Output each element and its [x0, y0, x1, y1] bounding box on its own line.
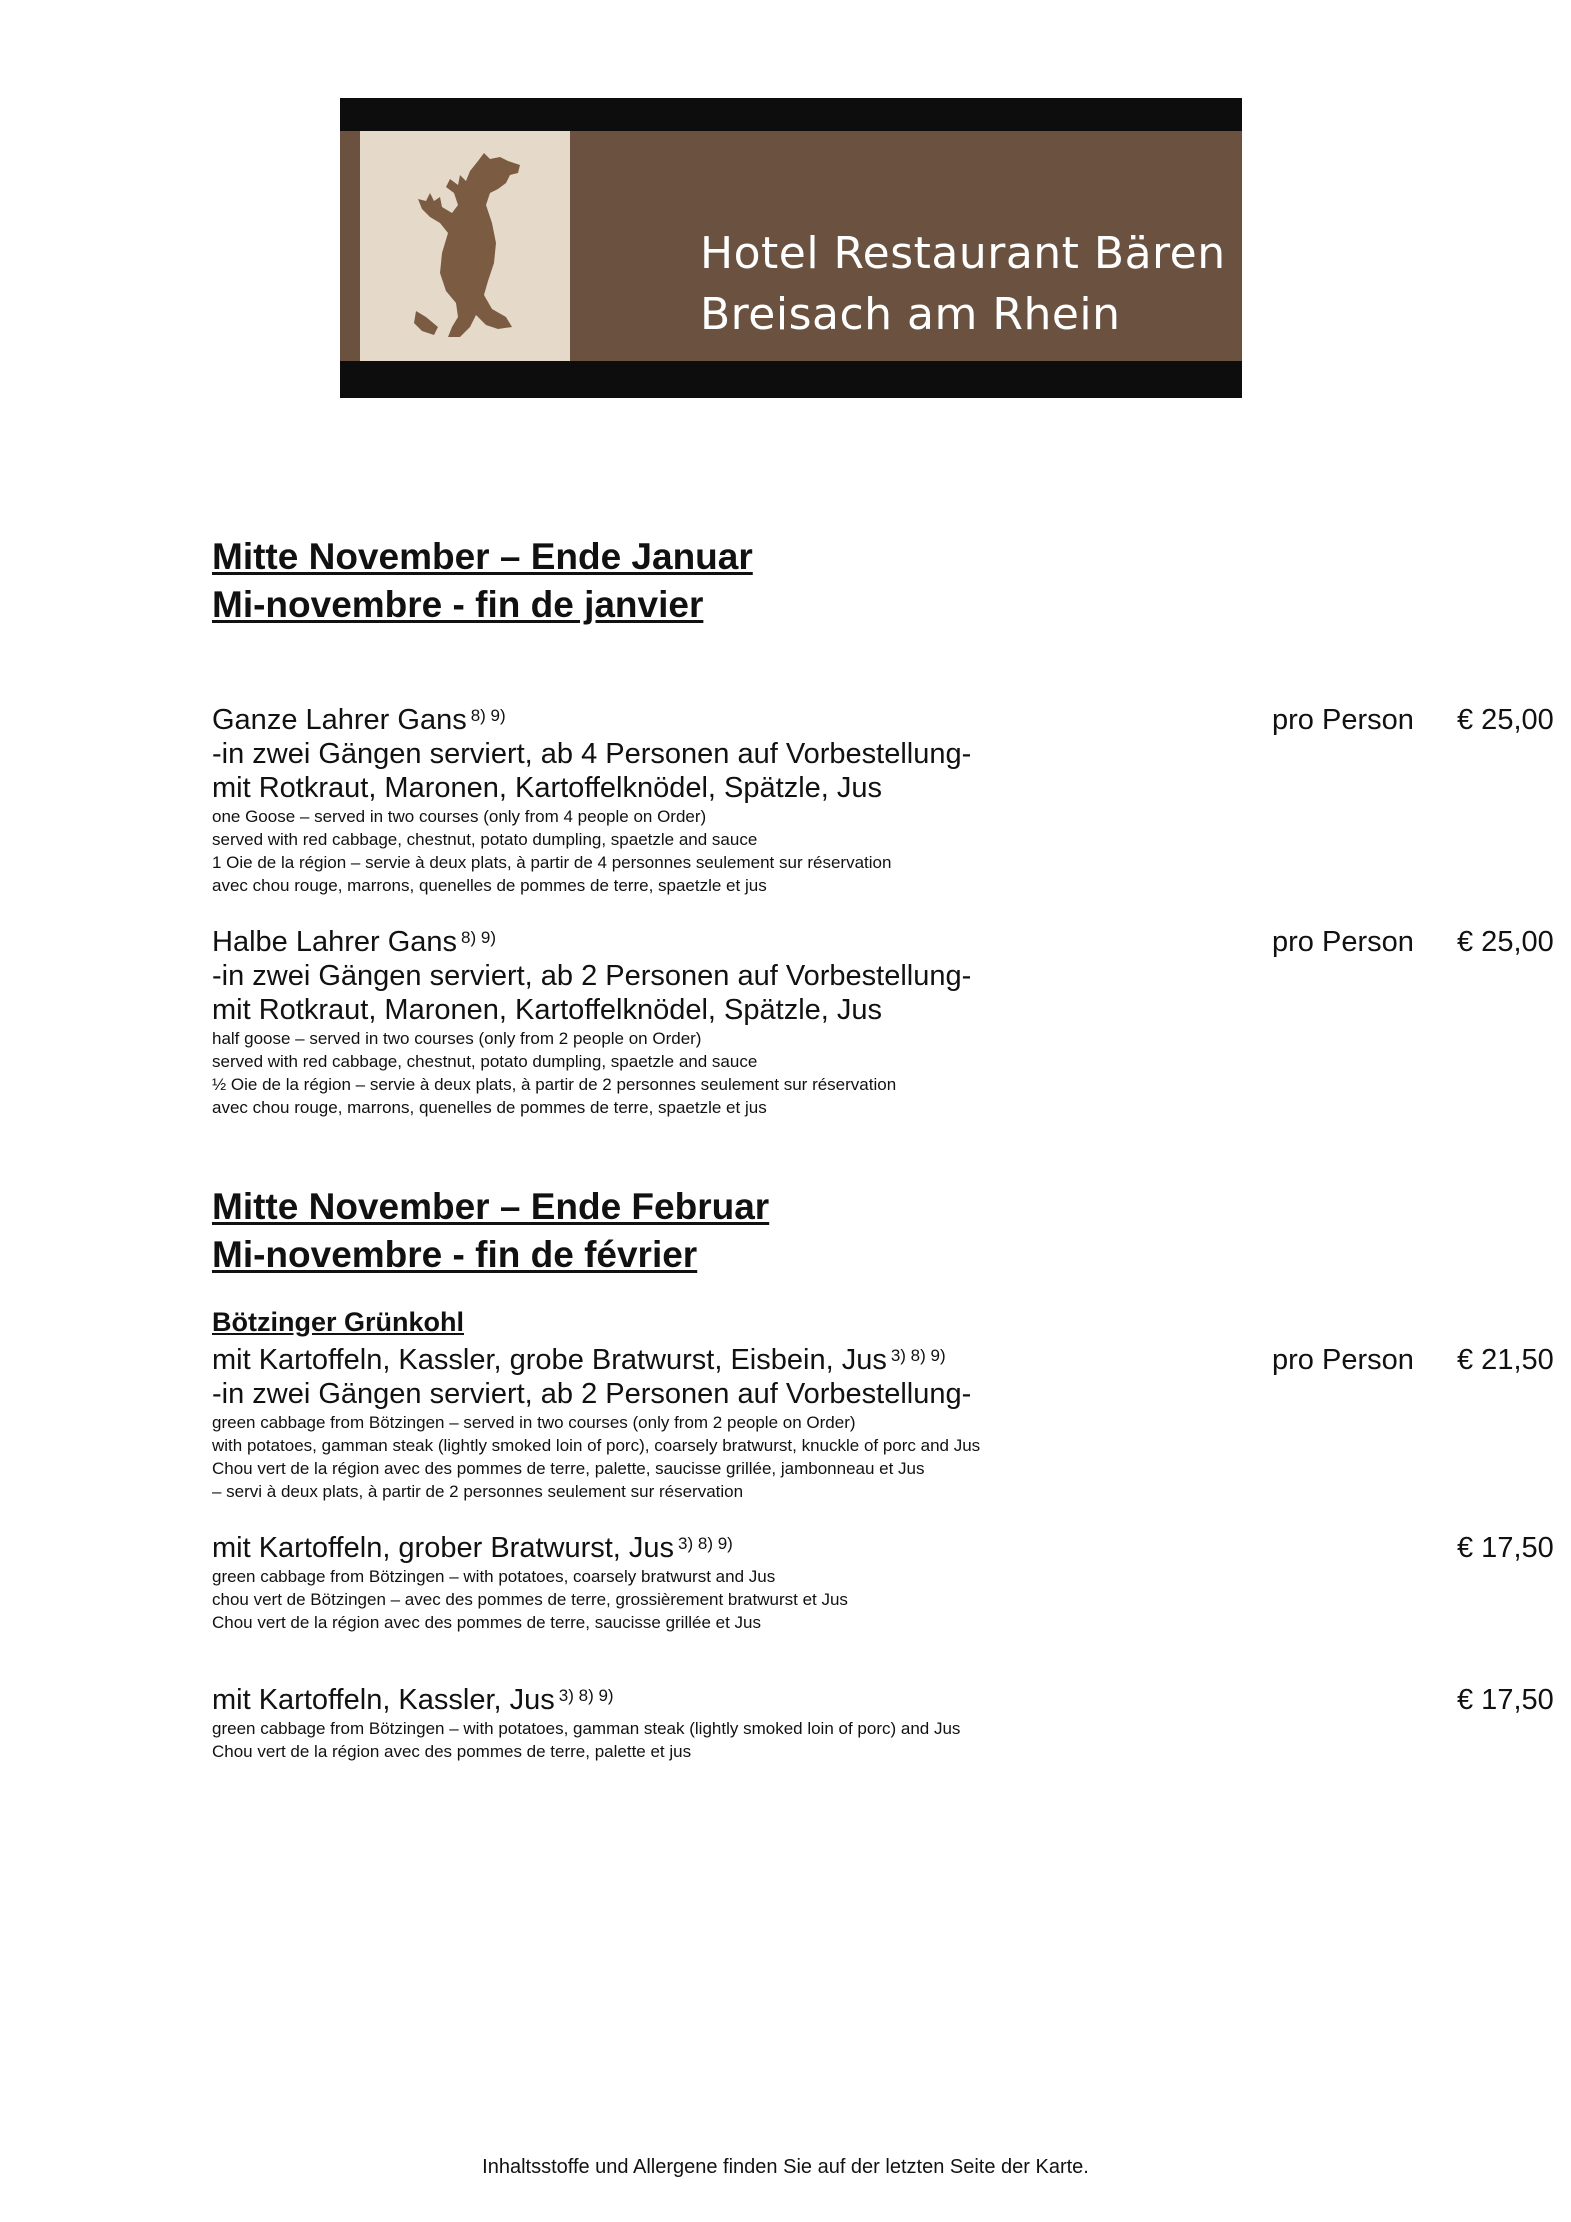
dish-price: € 21,50	[1457, 1344, 1554, 1376]
dish-translation-line: chou vert de Bötzingen – avec des pommes de terre, grossièrement bratwurst et Jus	[212, 1590, 848, 1609]
allergen-footer-note: Inhaltsstoffe und Allergene finden Sie auf der letzten Seite der Karte.	[482, 2156, 1089, 2178]
logo-title-line2: Breisach am Rhein	[700, 289, 1121, 340]
dish-title	[212, 925, 1352, 959]
dish-price: € 25,00	[1457, 704, 1554, 736]
logo-bear-panel	[360, 131, 570, 361]
price-unit: pro Person	[1272, 704, 1414, 736]
dish-translation-line: ½ Oie de la région – servie à deux plats, à partir de 2 personnes seulement sur réservation	[212, 1075, 897, 1094]
dish-name: Ganze Lahrer Gans	[212, 704, 467, 736]
dish-translation-line: avec chou rouge, marrons, quenelles de pommes de terre, spaetzle et jus	[212, 876, 767, 895]
dish-translation-line: one Goose – served in two courses (only from 4 people on Order)	[212, 807, 707, 826]
section2-heading-fr: Mi-novembre - fin de février	[212, 1234, 698, 1275]
dish-name: mit Kartoffeln, grober Bratwurst, Jus	[212, 1532, 675, 1564]
section1-heading-fr: Mi-novembre - fin de janvier	[212, 584, 704, 625]
allergen-codes: 8) 9)	[461, 928, 496, 947]
dish-description-line: mit Rotkraut, Maronen, Kartoffelknödel, Spätzle, Jus	[212, 772, 883, 804]
allergen-codes: 8) 9)	[470, 706, 506, 725]
logo-band	[340, 131, 1242, 361]
price-unit: pro Person	[1272, 1344, 1414, 1376]
section2-heading-de: Mitte November – Ende Februar	[212, 1186, 770, 1227]
bear-icon	[360, 131, 570, 361]
dish-price: € 17,50	[1457, 1684, 1554, 1716]
dish-translation-line: served with red cabbage, chestnut, potato dumpling, spaetzle and sauce	[212, 1052, 758, 1071]
dish-description-line: -in zwei Gängen serviert, ab 2 Personen auf Vorbestellung-	[212, 960, 972, 992]
dish-title	[212, 1531, 1352, 1565]
dish-translation-line: Chou vert de la région avec des pommes de terre, saucisse grillée et Jus	[212, 1613, 761, 1632]
section1-heading-de: Mitte November – Ende Januar	[212, 536, 753, 577]
dish-description-line: -in zwei Gängen serviert, ab 4 Personen auf Vorbestellung-	[212, 738, 972, 770]
dish-translation-line: – servi à deux plats, à partir de 2 personnes seulement sur réservation	[212, 1482, 744, 1501]
dish-name: mit Kartoffeln, Kassler, grobe Bratwurst, Eisbein, Jus	[212, 1344, 887, 1376]
dish-title	[212, 1343, 1352, 1377]
dish-translation-line: green cabbage from Bötzingen – with potatoes, coarsely bratwurst and Jus	[212, 1567, 776, 1586]
logo-title-line1: Hotel Restaurant Bären	[700, 228, 1226, 279]
allergen-codes: 3) 8) 9)	[558, 1686, 614, 1705]
dish-translation-line: Chou vert de la région avec des pommes de terre, palette, saucisse grillée, jambonneau et Jus	[212, 1459, 925, 1478]
dish-description-line: mit Rotkraut, Maronen, Kartoffelknödel, Spätzle, Jus	[212, 994, 883, 1026]
dish-translation-line: 1 Oie de la région – servie à deux plats, à partir de 4 personnes seulement sur réservation	[212, 853, 892, 872]
price-unit: pro Person	[1272, 926, 1414, 958]
dish-gruenkohl-bratwurst	[212, 1531, 1554, 1634]
dish-price: € 17,50	[1457, 1532, 1554, 1564]
allergen-codes: 3) 8) 9)	[678, 1534, 733, 1553]
dish-price: € 25,00	[1457, 926, 1554, 958]
dish-ganze-gans	[212, 703, 1554, 897]
dish-description-line: -in zwei Gängen serviert, ab 2 Personen auf Vorbestellung-	[212, 1378, 972, 1410]
dish-translation-line: avec chou rouge, marrons, quenelles de pommes de terre, spaetzle et jus	[212, 1098, 767, 1117]
dish-translation-line: green cabbage from Bötzingen – served in two courses (only from 2 people on Order)	[212, 1413, 856, 1432]
dish-translation-line: green cabbage from Bötzingen – with potatoes, gamman steak (lightly smoked loin of porc) and Jus	[212, 1719, 961, 1738]
restaurant-logo	[340, 98, 1242, 398]
allergen-codes: 3) 8) 9)	[890, 1346, 946, 1365]
dish-translation-line: Chou vert de la région avec des pommes de terre, palette et jus	[212, 1742, 692, 1761]
dish-translation-line: with potatoes, gamman steak (lightly smoked loin of porc), coarsely bratwurst, knuckle of porc and Jus	[212, 1436, 981, 1455]
dish-halbe-gans	[212, 925, 1554, 1119]
dish-translation-line: half goose – served in two courses (only from 2 people on Order)	[212, 1029, 702, 1048]
dish-name: Halbe Lahrer Gans	[212, 926, 458, 958]
dish-gruenkohl-komplett	[212, 1343, 1554, 1503]
dish-title	[212, 703, 1352, 737]
dish-gruenkohl-kassler	[212, 1683, 1554, 1763]
dish-group-heading: Bötzinger Grünkohl	[212, 1307, 464, 1337]
dish-translation-line: served with red cabbage, chestnut, potato dumpling, spaetzle and sauce	[212, 830, 758, 849]
dish-title	[212, 1683, 1352, 1717]
dish-name: mit Kartoffeln, Kassler, Jus	[212, 1684, 555, 1716]
